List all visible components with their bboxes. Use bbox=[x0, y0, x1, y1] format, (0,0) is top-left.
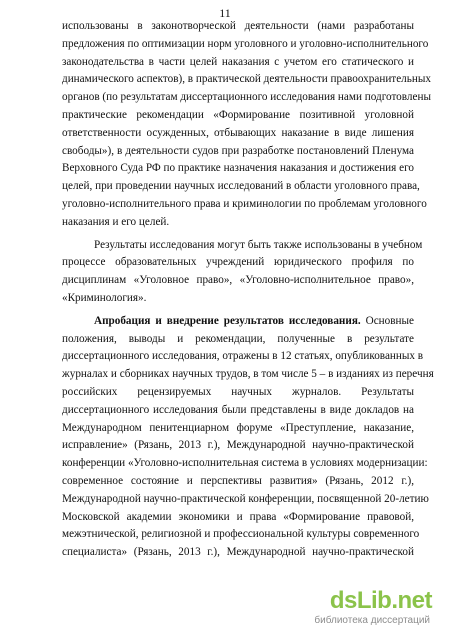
text-line: Международном пенитенциарном форуме «Преступление, наказание, bbox=[62, 421, 414, 434]
text-line: предложения по оптимизации норм уголовного и уголовно-исполнительного bbox=[62, 37, 429, 50]
text-line: положения, выводы и рекомендации, полученные в результате bbox=[62, 332, 414, 345]
text-line: Московской академии экономики и права «Формирование правовой, bbox=[62, 510, 414, 523]
text-line: исправление» (Рязань, 2013 г.), Международной научно-практической bbox=[62, 439, 414, 452]
text-line: межэтнической, религиозной и профессиональной культуры современного bbox=[62, 528, 420, 541]
text-line: конференции «Уголовно-исполнительная система в условиях модернизации: bbox=[62, 457, 428, 470]
watermark-logo: dsLib.net bbox=[329, 587, 432, 614]
approbation-heading: Апробация и внедрение результатов исследования. bbox=[94, 314, 361, 327]
text-line: дисциплинам «Уголовное право», «Уголовно-исполнительное право», bbox=[62, 274, 414, 287]
text-line: законодательства в части целей наказания с учетом его статического и bbox=[62, 55, 414, 68]
approbation-first-line bbox=[62, 313, 414, 331]
text-line: российских рецензируемых научных журналов. Результаты bbox=[62, 385, 414, 398]
paragraph-usage bbox=[62, 18, 431, 232]
dslib-watermark bbox=[298, 587, 438, 631]
text-line: процессе образовательных учреждений юридического профиля по bbox=[62, 256, 414, 269]
paragraph-approbation bbox=[62, 313, 434, 562]
text-line: уголовно-исполнительного права и криминологии по проблемам уголовного bbox=[62, 197, 427, 210]
text-line: целей, при проведении научных исследований в области уголовного права, bbox=[62, 180, 420, 193]
text-line: Международной научно-практической конференции, посвященной 20-летию bbox=[62, 492, 429, 505]
text-line: журналах и сборниках научных трудов, в том числе 5 – в изданиях из перечня bbox=[62, 368, 434, 381]
text-line: практические рекомендации «Формирование позитивной уголовной bbox=[62, 108, 414, 121]
document-body bbox=[62, 18, 434, 562]
text-line: динамического аспектов), в практической деятельности правоохранительных bbox=[62, 73, 431, 86]
text-line: органов (по результатам диссертационного исследования нами подготовлены bbox=[62, 91, 431, 104]
text-line: ответственности осужденных, отбывающих наказание в виде лишения bbox=[62, 126, 414, 139]
text-line: диссертационного исследования были представлены в виде докладов на bbox=[62, 403, 414, 416]
approbation-heading-tail: Основные bbox=[360, 314, 414, 327]
paragraph-education bbox=[62, 237, 423, 308]
text-line: наказания и его целей. bbox=[62, 215, 170, 228]
text-line: свободы»), в деятельности судов при разработке постановлений Пленума bbox=[62, 144, 414, 157]
text-line: «Криминология». bbox=[62, 291, 147, 304]
watermark-subtitle: библиотека диссертаций bbox=[314, 615, 430, 626]
text-line: современное состояние и перспективы развития» (Рязань, 2012 г.), bbox=[62, 474, 414, 487]
text-line: Верховного Суда РФ по практике назначения наказания и достижения его bbox=[62, 162, 414, 175]
page-number: 11 bbox=[219, 6, 231, 20]
text-line: использованы в законотворческой деятельности (нами разработаны bbox=[62, 20, 414, 32]
text-line: Результаты исследования могут быть также использованы в учебном bbox=[94, 238, 423, 251]
text-line: диссертационного исследования, отражены в 12 статьях, опубликованных в bbox=[62, 350, 424, 363]
text-line: специалиста» (Рязань, 2013 г.), Международной научно-практической bbox=[62, 546, 414, 559]
